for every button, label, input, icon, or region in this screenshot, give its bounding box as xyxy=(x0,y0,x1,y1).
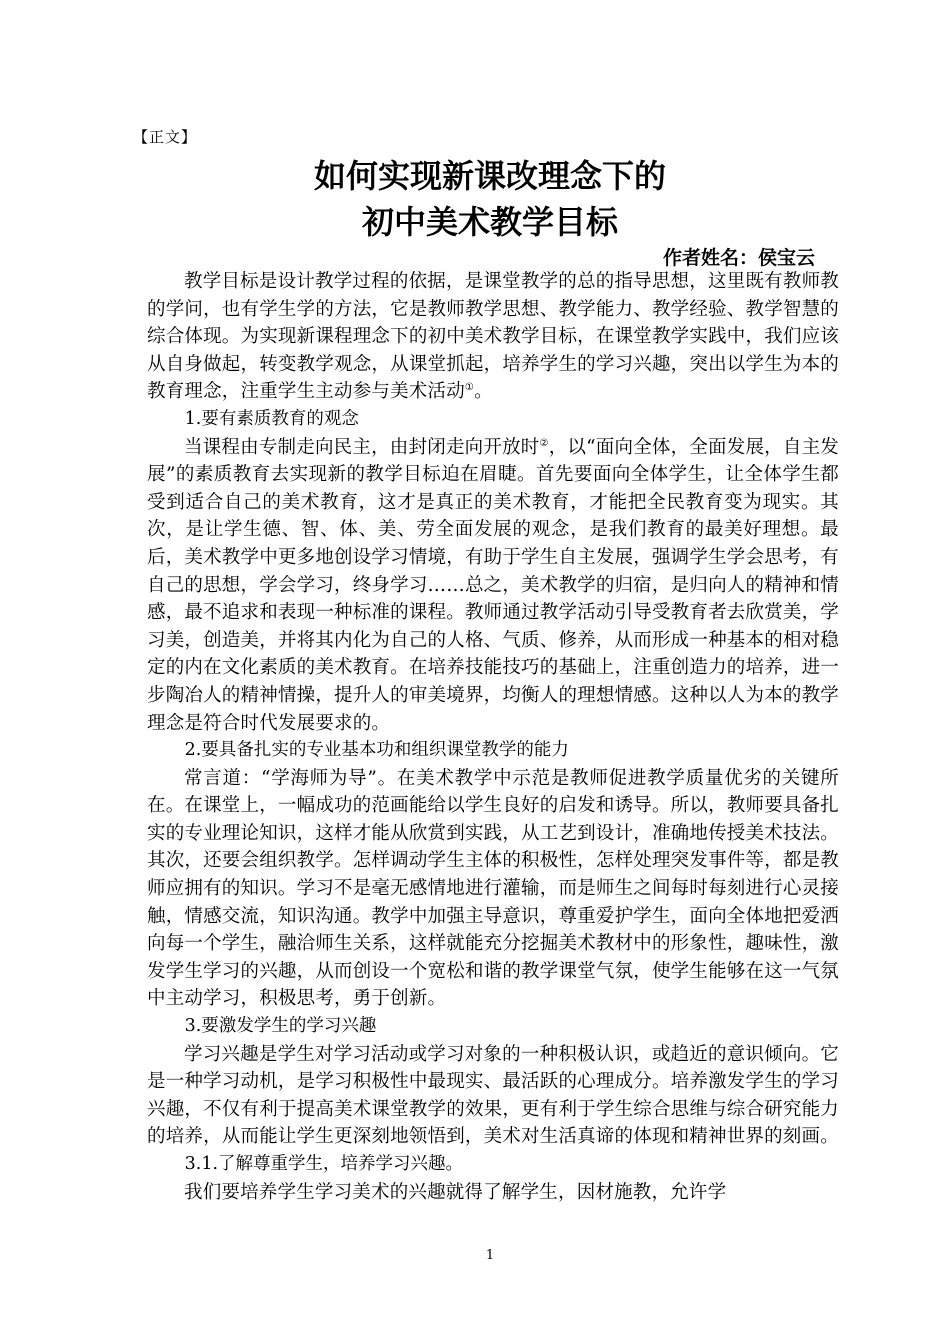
footnote-marker-2: ② xyxy=(539,437,549,449)
intro-end: 。 xyxy=(474,381,493,403)
article-body xyxy=(147,268,839,1206)
paragraph-2: 常言道：“学海师为导”。在美术教学中示范是教师促进教学质量优劣的关键所在。在课堂上，一幅成功的范画能给以学生良好的启发和诱导。所以，教师要具备扎实的专业理论知识，这样才能从欣赏到实践，从工艺到设计，准确地传授美术技法。其次，还要会组织教学。怎样调动学生主体的积极性，怎样处理突发事件等，都是教师应拥有的知识。学习不是毫无感情地进行灌输，而是师生之间每时每刻进行心灵接触，情感交流，知识沟通。教学中加强主导意识，尊重爱护学生，面向全体地把爱洒向每一个学生，融洽师生关系，这样就能充分挖掘美术教材中的形象性，趣味性，激发学生学习的兴趣，从而创设一个宽松和谐的教学课堂气氛，使学生能够在这一气氛中主动学习，积极思考，勇于创新。 xyxy=(147,767,839,1010)
title-line-1: 如何实现新课改理念下的 xyxy=(313,157,666,195)
paragraph-4: 我们要培养学生学习美术的兴趣就得了解学生，因材施教，允许学 xyxy=(184,1181,727,1203)
section-heading-2: 2.要具备扎实的专业基本功和组织课堂教学的能力 xyxy=(184,740,569,761)
intro-paragraph xyxy=(147,268,839,406)
section-tag: 【正文】 xyxy=(133,128,198,146)
paragraph-3: 学习兴趣是学生对学习活动或学习对象的一种积极认识，或趋近的意识倾向。它是一种学习动机，是学习积极性中最现实、最活跃的心理成分。培养激发学生的学习兴趣，不仅有利于提高美术课堂教学的效果，更有利于学生综合思维与综合研究能力的培养，从而能让学生更深刻地领悟到，美术对生活真谛的体现和精神世界的刻画。 xyxy=(147,1043,839,1148)
subsection-heading-3-1: 3.1.了解尊重学生，培养学习兴趣。 xyxy=(184,1154,464,1174)
author-name: 作者姓名：侯宝云 xyxy=(662,247,815,269)
section-heading-3: 3.要激发学生的学习兴趣 xyxy=(184,1016,377,1037)
intro-text: 教学目标是设计教学过程的依据，是课堂教学的总的指导思想，这里既有教师教的学问，也有学生学的方法，它是教师教学思想、教学能力、教学经验、教学智慧的综合体现。为实现新课程理念下的初中美术教学目标，在课堂教学实践中，我们应该从自身做起，转变教学观念，从课堂抓起，培养学生的学习兴趣，突出以学生为本的教育理念，注重学生主动参与美术活动 xyxy=(147,271,839,403)
page-number: 1 xyxy=(485,1248,495,1263)
footnote-marker-1: ① xyxy=(464,382,475,394)
paragraph-1-rest: ，以“面向全体，全面发展，自主发展”的素质教育去实现新的教学目标迫在眉睫。首先要面向全体学生，让全体学生都受到适合自己的美术教育，这才是真正的美术教育，才能把全民教育变为现实。其次，是让学生德、智、体、美、劳全面发展的观念，是我们教育的最美好理想。最后，美术教学中更多地创设学习情境，有助于学生自主发展，强调学生学会思考，有自己的思想，学会学习，终身学习……总之，美术教学的归宿，是归向人的精神和情感，最不追求和表现一种标准的课程。教师通过教学活动引导受教育者去欣赏美，学习美，创造美，并将其内化为自己的人格、气质、修养，从而形成一种基本的相对稳定的内在文化素质的美术教育。在培养技能技巧的基础上，注重创造力的培养，进一步陶冶人的精神情操，提升人的审美境界，均衡人的理想情感。这种以人为本的教学理念是符合时代发展要求的。 xyxy=(147,436,839,734)
title-line-2: 初中美术教学目标 xyxy=(361,203,618,241)
section-heading-1: 1.要有素质教育的观念 xyxy=(184,408,359,429)
paragraph-1-start: 当课程由专制走向民主，由封闭走向开放时 xyxy=(184,436,540,458)
paragraph-1 xyxy=(147,434,839,738)
